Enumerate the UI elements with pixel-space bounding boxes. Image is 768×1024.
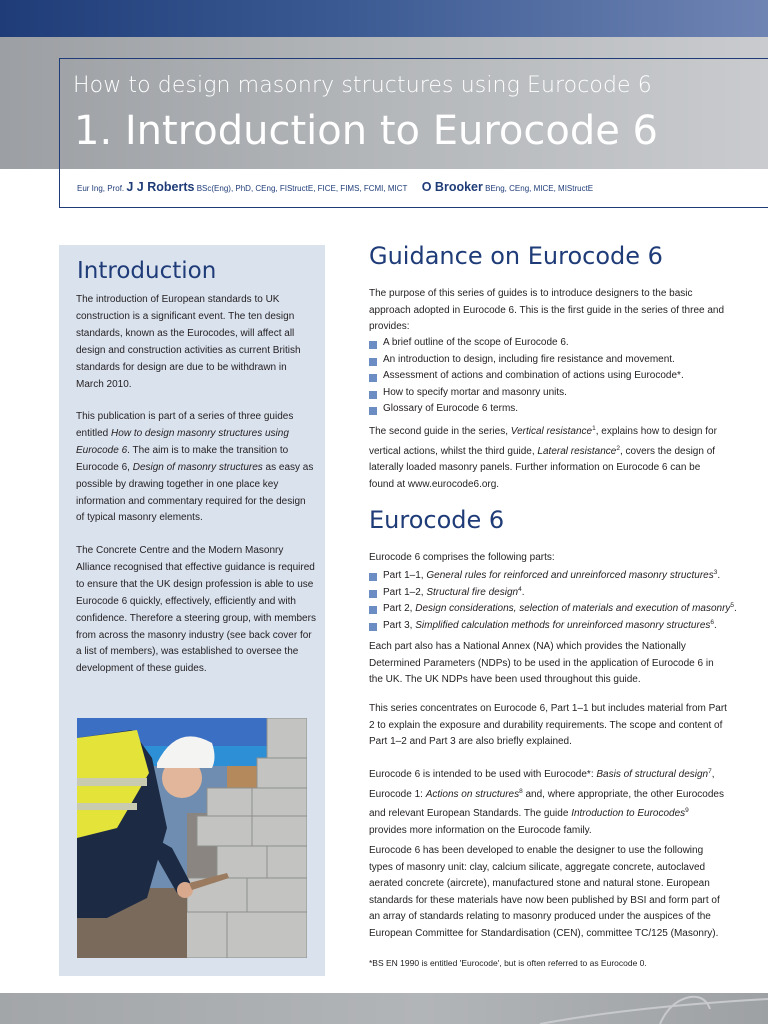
bullet-square-icon <box>369 358 377 366</box>
bullet-square-icon <box>369 374 377 382</box>
guidance-intro: The purpose of this series of guides is to introduce designers to the basic approach adopted in Eurocode 6. This is the first guide in the series of three and provides: <box>369 288 725 332</box>
author1-quals: BSc(Eng), PhD, CEng, FIStructE, FICE, FIMS, FCMI, MICT <box>196 184 408 193</box>
bullet-square-icon <box>369 573 377 581</box>
related-eurocodes-paragraph: Eurocode 6 is intended to be used with Eurocode*: Basis of structural design$^7$, Eurocode 1: Actions on structures$^8$ and, where appropriate, the other Eurocodes and relevant European Standards. The guide Introduction to Eurocodes$^9$ provides more information on the Eurocode family. <box>369 768 724 836</box>
bricklayer-photo <box>77 718 307 958</box>
guidance-paragraph-2: The second guide in the series, Vertical resistance$^1$, explains how to design for vertical actions, whilst the third guide, Lateral resistance$^2$, covers the design of laterally loaded masonry panels. Further information on Eurocode 6 can be found at www.eurocode6.org. <box>369 425 717 490</box>
sidebar-paragraph-2: This publication is part of a series of three guides entitled How to design masonry structures using Eurocode 6. The aim is to make the transition to Eurocode 6, Design of masonry structures as easy as possible by drawing together in one place key information and commentary required for the design of typical masonry elements. <box>76 411 314 524</box>
list-item: An introduction to design, including fire resistance and movement. <box>369 354 739 371</box>
list-item: Part 2, Design considerations, selection of materials and execution of masonry$^5$. <box>369 602 739 619</box>
bullet-square-icon <box>369 590 377 598</box>
bullet-square-icon <box>369 623 377 631</box>
bullet-square-icon <box>369 391 377 399</box>
list-item: Part 3, Simplified calculation methods for unreinforced masonry structures$^6$. <box>369 619 739 636</box>
author1-name: J J Roberts <box>126 180 195 194</box>
masonry-units-paragraph: Eurocode 6 has been developed to enable the designer to use the following types of masonry unit: clay, calcium silicate, aggregate concrete, autoclaved aerated concrete (aircrete), manufactured stone and natural stone. European standards for these materials have now been published by BSI and form part of an array of standards relating to masonry produced under the auspices of the European Committee for Standardisation (CEN), committee TC/125 (Masonry). <box>369 845 720 939</box>
author1-prefix: Eur Ing, Prof. <box>77 184 125 193</box>
bullet-square-icon <box>369 407 377 415</box>
swoosh-graphic-icon <box>520 993 768 1024</box>
eurocode6-intro: Eurocode 6 comprises the following parts: <box>369 552 555 563</box>
sidebar-paragraph-1: The introduction of European standards to UK construction is a significant event. The ten design standards, known as the Eurocodes, will affect all design and construction activities as current British standards for design are due to be withdrawn in March 2010. <box>76 294 301 390</box>
list-item: How to specify mortar and masonry units. <box>369 387 739 404</box>
sidebar-paragraph-3: The Concrete Centre and the Modern Masonry Alliance recognised that effective guidance is required to ensure that the UK design profession is able to use Eurocode 6 quickly, effectively, efficiently and with confidence. Therefore a steering group, with members from across the masonry industry (see back cover for a list of members), was established to oversee the development of these guides. <box>76 545 316 675</box>
page-title: 1. Introduction to Eurocode 6 <box>74 108 658 154</box>
series-title: How to design masonry structures using Eurocode 6 <box>73 73 652 98</box>
sidebar-heading: Introduction <box>77 258 217 284</box>
author2-quals: BEng, CEng, MICE, MIStructE <box>485 184 594 193</box>
list-item: Part 1–2, Structural fire design$^4$. <box>369 586 739 603</box>
footnote: *BS EN 1990 is entitled 'Eurocode', but is often referred to as Eurocode 0. <box>369 958 647 968</box>
national-annex-paragraph: Each part also has a National Annex (NA) which provides the Nationally Determined Parameters (NDPs) to be used in the application of Eurocode 6 in the UK. The UK NDPs have been used throughout this guide. <box>369 641 714 685</box>
bullet-square-icon <box>369 341 377 349</box>
guidance-heading: Guidance on Eurocode 6 <box>369 242 663 270</box>
bullet-square-icon <box>369 606 377 614</box>
eurocode6-parts-list <box>369 569 739 635</box>
authors-line <box>77 180 593 194</box>
top-color-band <box>0 0 768 37</box>
author2-name: O Brooker <box>421 180 483 194</box>
eurocode6-heading: Eurocode 6 <box>369 506 505 534</box>
list-item: Assessment of actions and combination of actions using Eurocode*. <box>369 370 739 387</box>
guidance-bullet-list <box>369 337 739 420</box>
list-item: A brief outline of the scope of Eurocode 6. <box>369 337 739 354</box>
list-item: Glossary of Eurocode 6 terms. <box>369 403 739 420</box>
list-item: Part 1–1, General rules for reinforced and unreinforced masonry structures$^3$. <box>369 569 739 586</box>
series-scope-paragraph: This series concentrates on Eurocode 6, Part 1–1 but includes material from Part 2 to explain the exposure and durability requirements. The scope and content of Part 1–2 and Part 3 are also briefly explained. <box>369 703 727 747</box>
